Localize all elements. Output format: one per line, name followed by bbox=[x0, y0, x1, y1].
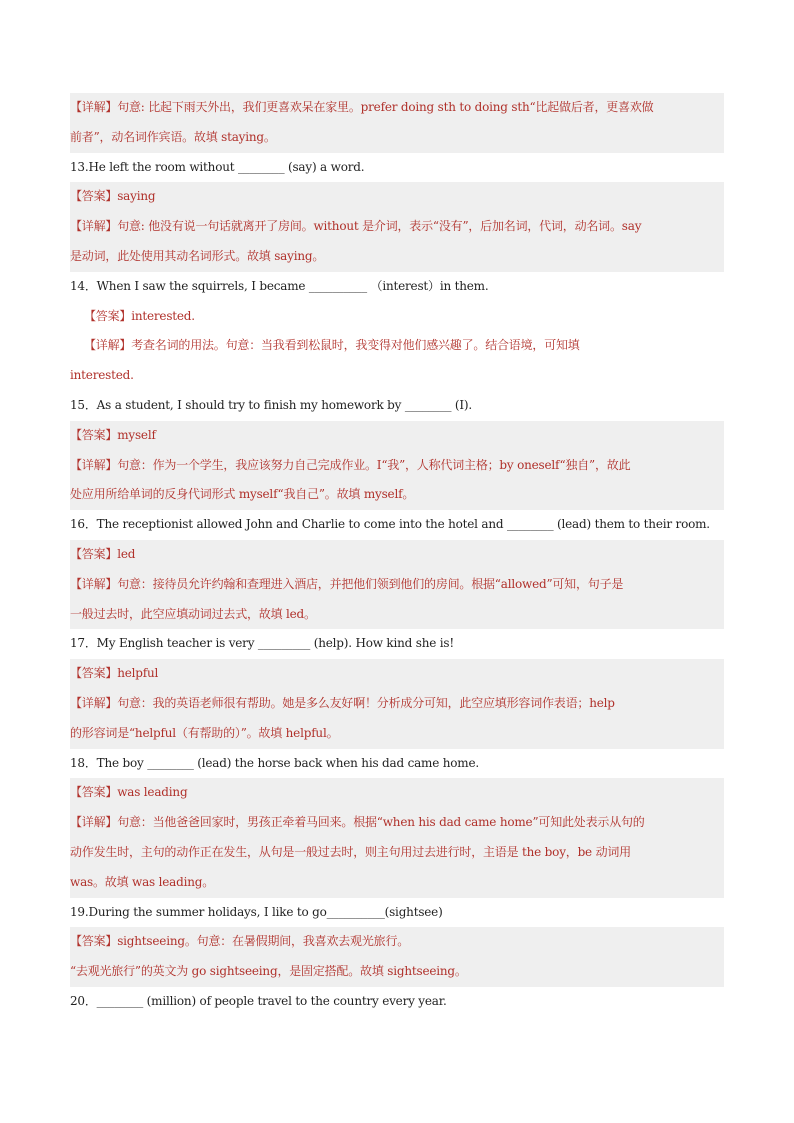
answer-line: 处应用所给单词的反身代词形式 myself“我自己”。故填 myself。 bbox=[70, 480, 724, 510]
answer-line: 【详解】句意: 他没有说一句话就离开了房间。without 是介词，表示“没有”，后加名词，代词，动名词。say bbox=[70, 212, 724, 242]
question-line: 17．My English teacher is very _________ (help). How kind she is! bbox=[70, 636, 454, 651]
answer-line: 【详解】句意：接待员允许约翰和查理进入酒店，并把他们领到他们的房间。根据“allowed”可知，句子是 bbox=[70, 570, 724, 600]
document-page bbox=[70, 93, 724, 1017]
answer-line: 【详解】句意：当他爸爸回家时，男孩正牵着马回来。根据“when his dad came home”可知此处表示从句的 bbox=[70, 808, 724, 838]
answer-line: was。故填 was leading。 bbox=[70, 868, 724, 898]
question-line: 16．The receptionist allowed John and Charlie to come into the hotel and ________ (lead) them to their room. bbox=[70, 517, 710, 532]
answer-line: 【答案】saying bbox=[70, 182, 724, 212]
question-line: 18．The boy ________ (lead) the horse back when his dad came home. bbox=[70, 755, 479, 770]
answer-line: 【答案】myself bbox=[70, 421, 724, 451]
answer-line: 动作发生时，主句的动作正在发生，从句是一般过去时，则主句用过去进行时，主语是 the boy，be 动词用 bbox=[70, 838, 724, 868]
answer-line: 【答案】was leading bbox=[70, 778, 724, 808]
question-line: 20．________ (million) of people travel to the country every year. bbox=[70, 993, 447, 1008]
answer-line: 前者”，动名词作宾语。故填 staying。 bbox=[70, 123, 724, 153]
answer-line: “去观光旅行”的英文为 go sightseeing，是固定搭配。故填 sightseeing。 bbox=[70, 957, 724, 987]
question-line: 15．As a student, I should try to finish my homework by ________ (I). bbox=[70, 397, 472, 412]
answer-line: interested. bbox=[70, 368, 134, 383]
answer-line: 【详解】句意: 比起下雨天外出，我们更喜欢呆在家里。prefer doing sth to doing sth“比起做后者，更喜欢做 bbox=[70, 93, 724, 123]
question-line: 13.He left the room without ________ (say) a word. bbox=[70, 159, 365, 174]
answer-line: 【答案】helpful bbox=[70, 659, 724, 689]
answer-line: 的形容词是“helpful（有帮助的）”。故填 helpful。 bbox=[70, 719, 724, 749]
answer-line: 一般过去时，此空应填动词过去式，故填 led。 bbox=[70, 600, 724, 630]
answer-line: 【详解】考查名词的用法。句意：当我看到松鼠时，我变得对他们感兴趣了。结合语境，可知填 bbox=[84, 338, 580, 353]
answer-line: 【答案】interested. bbox=[84, 308, 195, 323]
question-line: 19.During the summer holidays, I like to go__________(sightsee) bbox=[70, 904, 443, 919]
answer-line: 【详解】句意：我的英语老师很有帮助。她是多么友好啊！分析成分可知，此空应填形容词作表语；help bbox=[70, 689, 724, 719]
answer-line: 是动词，此处使用其动名词形式。故填 saying。 bbox=[70, 242, 724, 272]
answer-line: 【答案】sightseeing。句意：在暑假期间，我喜欢去观光旅行。 bbox=[70, 927, 724, 957]
answer-line: 【详解】句意：作为一个学生，我应该努力自己完成作业。I“我”，人称代词主格；by oneself“独自”，故此 bbox=[70, 451, 724, 481]
question-line: 14．When I saw the squirrels, I became __________ （interest）in them. bbox=[70, 278, 489, 293]
answer-line: 【答案】led bbox=[70, 540, 724, 570]
